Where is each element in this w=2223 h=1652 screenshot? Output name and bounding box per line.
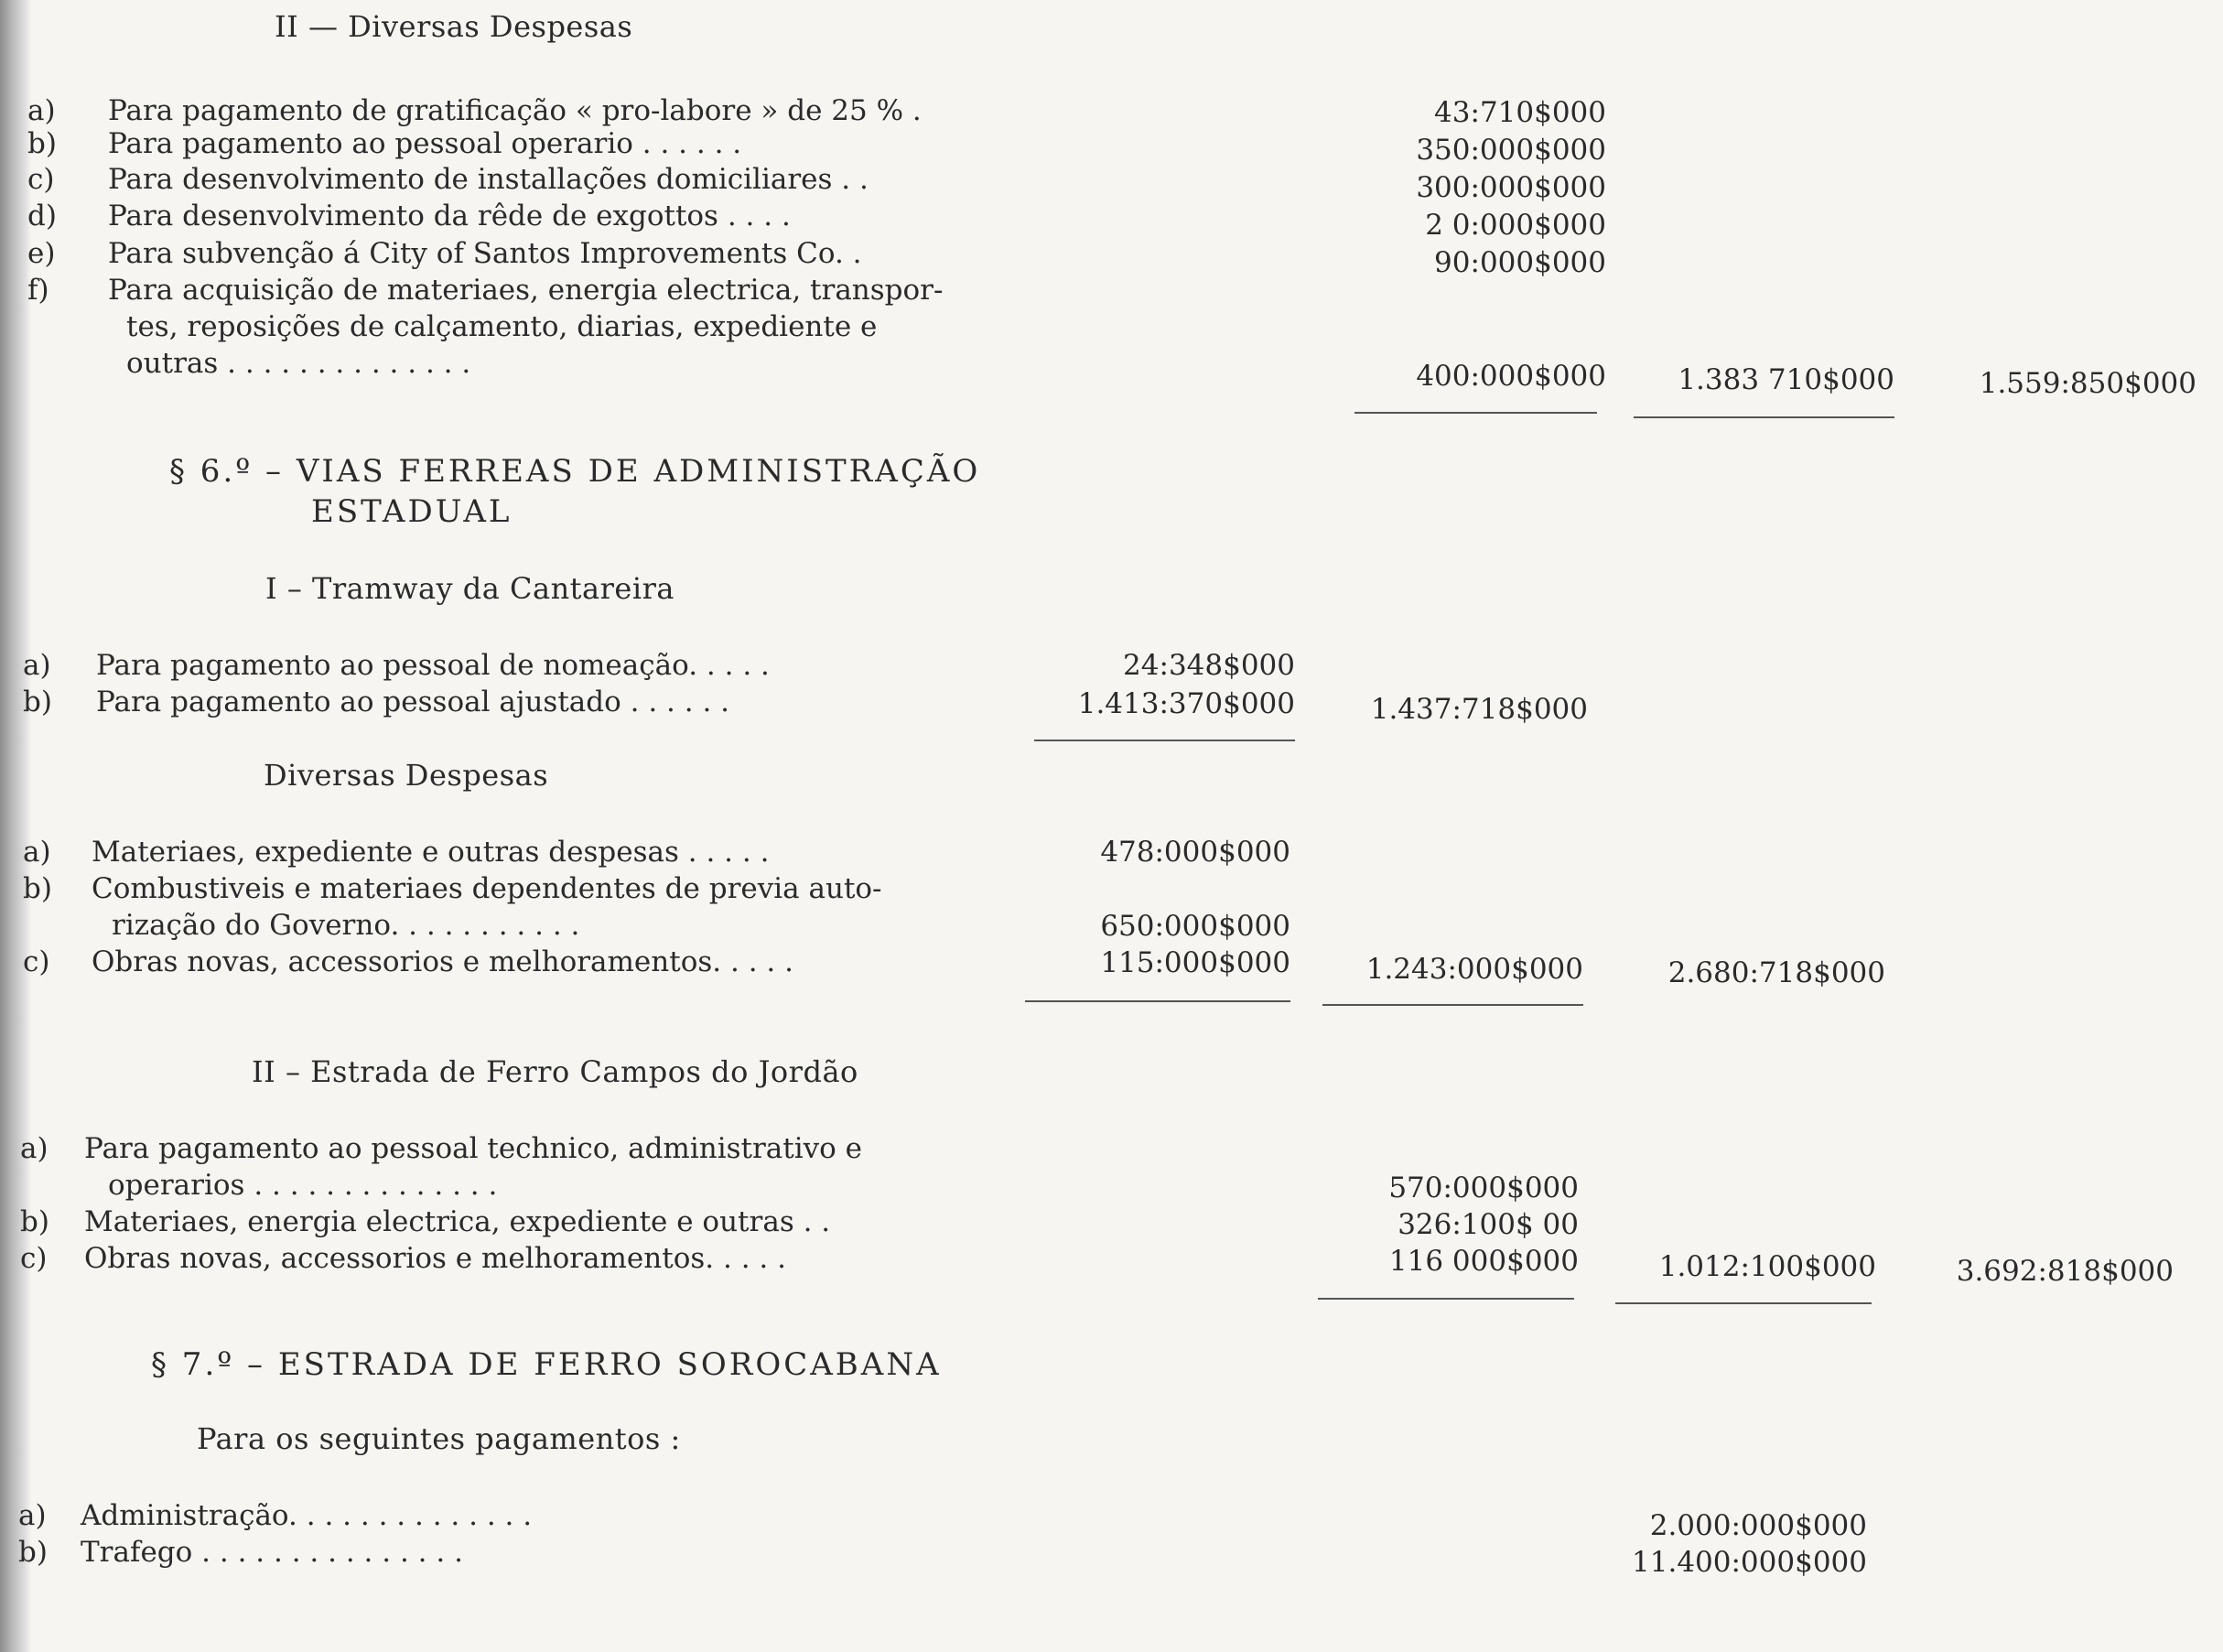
item-text: Administração. . . . . . . . . . . . . . xyxy=(81,1499,533,1532)
section-intro: Para os seguintes pagamentos : xyxy=(197,1421,681,1456)
subtotal-amount: 1.383 710$000 xyxy=(1678,363,1894,396)
item-label: c) xyxy=(23,945,50,978)
item-label: a) xyxy=(20,1132,49,1165)
item-text: Obras novas, accessorios e melhoramentos. . . . . xyxy=(84,1242,786,1275)
subsection-heading: II – Estrada de Ferro Campos do Jordão xyxy=(252,1054,858,1089)
subtotal-amount: 1.243:000$000 xyxy=(1365,953,1583,986)
subtotal-amount: 1.437:718$000 xyxy=(1370,693,1588,726)
item-amount: 326:100$ 00 xyxy=(1397,1208,1579,1241)
item-text: Para desenvolvimento de installações domiciliares . . xyxy=(108,163,869,196)
item-text: Para pagamento de gratificação « pro-labore » de 25 % . xyxy=(108,94,922,127)
item-text-continued: outras . . . . . . . . . . . . . . xyxy=(126,347,471,380)
total-rule xyxy=(1034,740,1295,741)
subsection-heading: Diversas Despesas xyxy=(264,758,549,793)
item-text: Materiaes, expediente e outras despesas . . . . . xyxy=(92,836,770,869)
item-amount: 300:000$000 xyxy=(1416,171,1606,204)
item-label: c) xyxy=(27,163,55,196)
item-text-continued: tes, reposições de calçamento, diarias, expediente e xyxy=(126,310,878,343)
item-text: Para acquisição de materiaes, energia electrica, transpor- xyxy=(108,274,944,307)
item-text: Trafego . . . . . . . . . . . . . . . xyxy=(81,1536,463,1569)
item-label: b) xyxy=(27,127,57,160)
page-binding-shadow xyxy=(0,0,31,1652)
section-title-continued: ESTADUAL xyxy=(311,493,513,530)
section-title: § 6.º – VIAS FERREAS DE ADMINISTRAÇÃO xyxy=(169,453,981,490)
item-label: a) xyxy=(23,649,51,682)
item-amount: 478:000$000 xyxy=(1100,836,1290,869)
item-amount: 90:000$000 xyxy=(1434,246,1606,279)
total-rule xyxy=(1318,1298,1574,1300)
item-text-continued: operarios . . . . . . . . . . . . . . xyxy=(108,1169,498,1202)
item-text: Para pagamento ao pessoal technico, administrativo e xyxy=(84,1132,863,1165)
section-title: § 7.º – ESTRADA DE FERRO SOROCABANA xyxy=(151,1346,942,1383)
total-rule xyxy=(1322,1004,1583,1006)
item-label: b) xyxy=(20,1205,49,1238)
total-rule xyxy=(1354,412,1597,414)
section-total-amount: 1.559:850$000 xyxy=(1979,367,2196,400)
item-amount: 24:348$000 xyxy=(1123,649,1295,682)
item-text: Para pagamento ao pessoal operario . . . . . . xyxy=(108,127,742,160)
item-label: b) xyxy=(23,872,52,905)
subsection-heading: I – Tramway da Cantareira xyxy=(265,571,674,606)
item-amount: 11.400:000$000 xyxy=(1632,1546,1867,1579)
item-text-continued: rização do Governo. . . . . . . . . . . xyxy=(112,909,580,942)
item-label: a) xyxy=(23,836,51,869)
item-amount: 570:000$000 xyxy=(1388,1172,1579,1204)
item-amount: 2.000:000$000 xyxy=(1649,1509,1867,1542)
item-text: Materiaes, energia electrica, expediente e outras . . xyxy=(84,1205,831,1238)
item-amount: 1.413:370$000 xyxy=(1077,687,1295,720)
item-amount: 400:000$000 xyxy=(1416,360,1606,393)
item-amount: 116 000$000 xyxy=(1388,1245,1579,1278)
item-text: Para desenvolvimento da rêde de exgottos . . . . xyxy=(108,200,791,232)
item-amount: 115:000$000 xyxy=(1100,946,1290,979)
subsection-heading: II — Diversas Despesas xyxy=(275,9,633,44)
item-label: b) xyxy=(23,686,52,718)
item-amount: 350:000$000 xyxy=(1416,134,1606,167)
item-text: Para pagamento ao pessoal ajustado . . . . . . xyxy=(96,686,730,718)
item-label: a) xyxy=(18,1499,47,1532)
section-total-amount: 3.692:818$000 xyxy=(1956,1255,2174,1288)
item-label: e) xyxy=(27,237,56,270)
subsection-total-amount: 2.680:718$000 xyxy=(1667,956,1885,989)
item-amount: 43:710$000 xyxy=(1434,96,1606,129)
total-rule xyxy=(1025,1000,1290,1002)
item-amount: 650:000$000 xyxy=(1100,910,1290,943)
item-text: Para subvenção á City of Santos Improvements Co. . xyxy=(108,237,862,270)
total-rule xyxy=(1634,416,1894,418)
item-text: Obras novas, accessorios e melhoramentos. . . . . xyxy=(92,945,793,978)
item-text: Para pagamento ao pessoal de nomeação. . . . . xyxy=(96,649,770,682)
item-label: f) xyxy=(27,274,49,307)
item-label: d) xyxy=(27,200,57,232)
item-amount: 2 0:000$000 xyxy=(1425,209,1606,242)
item-label: a) xyxy=(27,94,56,127)
subtotal-amount: 1.012:100$000 xyxy=(1658,1250,1876,1283)
total-rule xyxy=(1615,1302,1872,1304)
item-text: Combustiveis e materiaes dependentes de previa auto- xyxy=(92,872,882,905)
item-label: c) xyxy=(20,1242,48,1275)
item-label: b) xyxy=(18,1536,48,1569)
